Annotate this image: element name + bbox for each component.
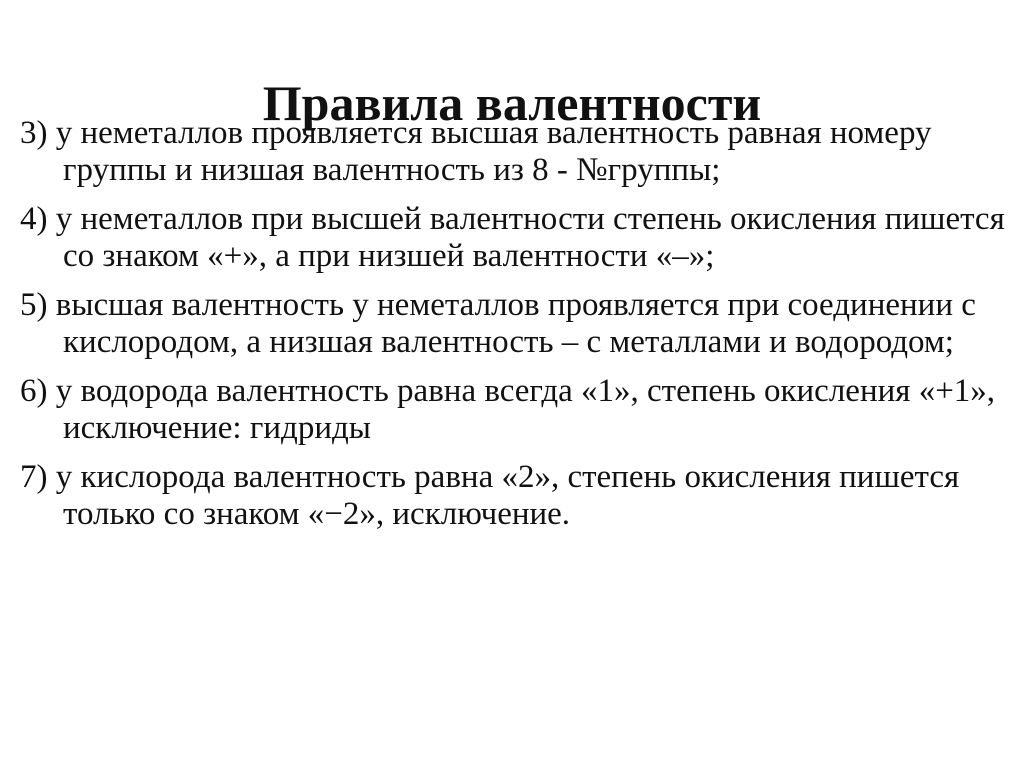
rule-item <box>20 373 1005 446</box>
rule-item <box>20 201 1005 274</box>
rule-item <box>20 115 1005 188</box>
rule-number: 5) <box>20 287 48 323</box>
rule-number: 4) <box>20 201 48 237</box>
rule-number: 3) <box>20 115 48 151</box>
rule-text: у водорода валентность равна всегда «1», степень окисления «+1», исключение: гидриды <box>55 373 996 446</box>
rule-item <box>20 459 1005 532</box>
slide-title: Правила валентности <box>262 74 762 131</box>
rule-text: у неметаллов проявляется высшая валентность равная номеру группы и низшая валентность из 8 - №группы; <box>55 115 932 188</box>
rule-number: 7) <box>20 459 48 495</box>
rule-number: 6) <box>20 373 48 409</box>
rule-text: у неметаллов при высшей валентности степень окисления пишется со знаком «+», а при низшей валентности «–»; <box>55 201 1005 274</box>
rule-item <box>20 287 1005 360</box>
rule-text: высшая валентность у неметаллов проявляется при соединении с кислородом, а низшая валентность – с металлами и водородом; <box>55 287 976 360</box>
rule-text: у кислорода валентность равна «2», степень окисления пишется только со знаком «−2», исключение. <box>55 459 960 532</box>
rules-list <box>20 115 1005 545</box>
